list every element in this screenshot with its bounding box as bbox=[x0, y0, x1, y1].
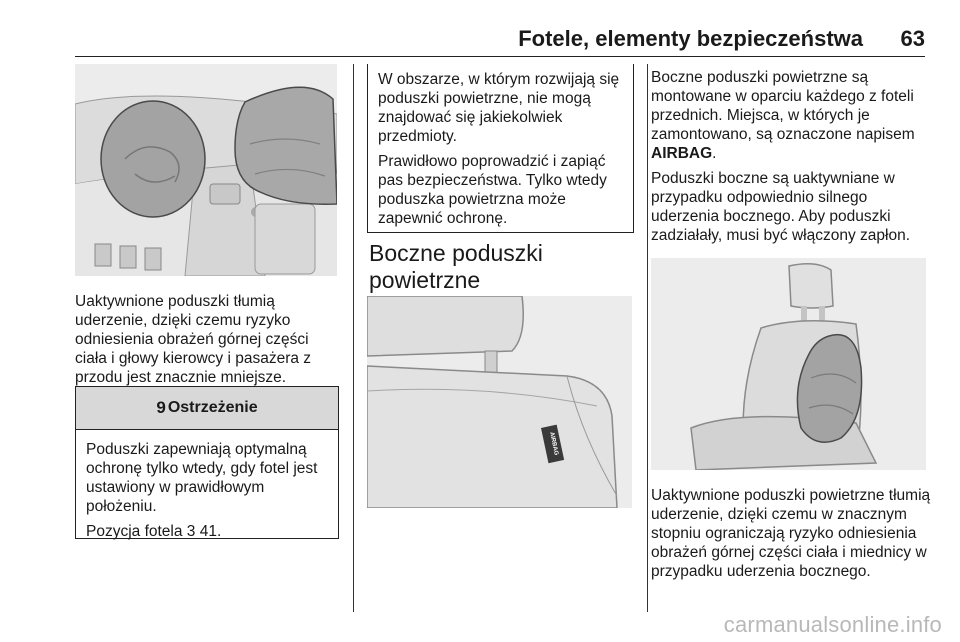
column-divider-right bbox=[647, 64, 648, 612]
side-airbags-location-paragraph: Boczne poduszki powietrzne są montowane w oparciu każdego z foteli przednich. Miejsca, w których je zamontowano, są oznaczone napisem AIRBAG. bbox=[651, 69, 915, 162]
note-text-seatbelt: Prawidłowo poprowadzić i zapiąć pas bezpieczeństwa. Tylko wtedy poduszka powietrzna może zapewnić ochronę. bbox=[378, 153, 607, 227]
side-airbag-illustration bbox=[651, 258, 926, 470]
side-airbags-activation-paragraph: Poduszki boczne są uaktywniane w przypadku odpowiednio silnego uderzenia bocznego. Aby poduszki zadziałały, musi być włączony zapłon. bbox=[651, 170, 911, 244]
warning-seat-reference: Pozycja fotela 3 41. bbox=[86, 523, 222, 540]
page-number: 63 bbox=[900, 26, 925, 51]
page-header bbox=[75, 22, 925, 57]
warning-title: Ostrzeżenie bbox=[167, 399, 258, 416]
note-box bbox=[367, 64, 634, 233]
seat-airbag-label-illustration bbox=[367, 296, 632, 508]
warning-text: Poduszki zapewniają optymalną ochronę tylko wtedy, gdy fotel jest ustawiony w prawidłowym położeniu. bbox=[86, 441, 318, 515]
warning-icon: 9 bbox=[156, 398, 166, 417]
right-column-text bbox=[651, 68, 931, 251]
warning-header bbox=[76, 386, 338, 430]
page-title: Fotele, elementy bezpieczeństwa bbox=[518, 26, 863, 51]
section-heading: Boczne poduszki powietrzne bbox=[369, 240, 543, 293]
column-divider-left bbox=[353, 64, 354, 612]
seat-airbag-tag-text: AIRBAG bbox=[548, 431, 559, 456]
warning-box bbox=[75, 386, 339, 539]
note-text-objects: W obszarze, w którym rozwijają się poduszki powietrzne, nie mogą znajdować się jakiekolwiek przedmioty. bbox=[378, 71, 620, 145]
side-airbags-caption: Uaktywnione poduszki powietrzne tłumią uderzenie, dzięki czemu w znacznym stopniu ograniczają ryzyko odniesienia obrażeń górnej części ciała i miednicy w przypadku uderzenia bocznego. bbox=[651, 487, 931, 580]
front-airbags-illustration bbox=[75, 64, 337, 276]
watermark: carmanualsonline.info bbox=[723, 612, 942, 637]
airbag-marking: AIRBAG bbox=[651, 145, 713, 162]
front-airbags-caption: Uaktywnione poduszki tłumią uderzenie, dzięki czemu ryzyko odniesienia obrażeń górnej części ciała i głowy kierowcy i pasażera z przodu jest znacznie mniejsze. bbox=[75, 293, 312, 386]
